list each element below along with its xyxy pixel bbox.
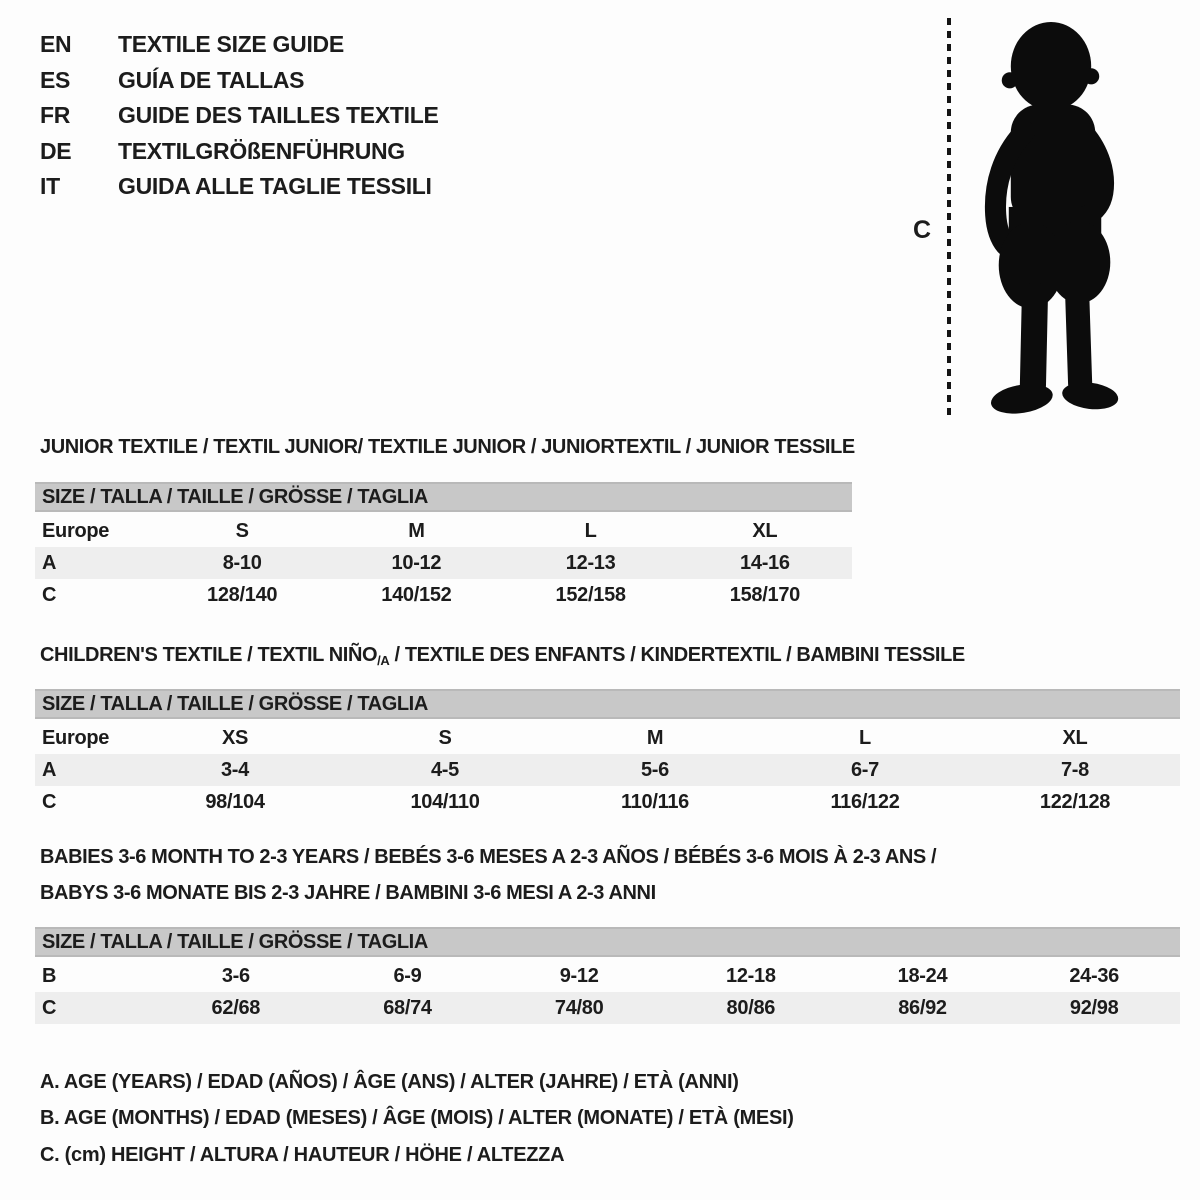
table-row: [35, 547, 852, 579]
size-cell: 92/98: [1069, 996, 1119, 1019]
table-row: [35, 754, 1180, 786]
size-cell: 68/74: [383, 996, 432, 1019]
toddler-silhouette-icon: [966, 16, 1138, 418]
size-cell: M: [646, 726, 664, 749]
row-label: Europe: [42, 726, 110, 749]
children-title-rest: / TEXTILE DES ENFANTS / KINDERTEXTIL / BAMBINI TESSILE: [389, 644, 965, 666]
language-code: EN: [40, 31, 72, 58]
language-title: GUIDE DES TAILLES TEXTILE: [118, 102, 439, 129]
row-label: C: [42, 996, 57, 1019]
babies-size-table: [35, 927, 1180, 1024]
language-title: GUÍA DE TALLAS: [118, 66, 305, 93]
size-header-bar: SIZE / TALLA / TAILLE / GRÖSSE / TAGLIA: [35, 927, 1180, 957]
size-cell: 86/92: [898, 996, 947, 1019]
row-label: B: [42, 964, 57, 987]
size-cell: 104/110: [410, 790, 480, 813]
row-label: A: [42, 758, 57, 781]
size-cell: XS: [221, 726, 249, 749]
size-cell: 152/158: [555, 583, 626, 606]
size-cell: 14-16: [740, 551, 790, 574]
size-cell: 3-6: [221, 964, 250, 987]
language-title: GUIDA ALLE TAGLIE TESSILI: [118, 173, 432, 200]
row-label: Europe: [42, 519, 110, 542]
legend-line-a: A. AGE (YEARS) / EDAD (AÑOS) / ÂGE (ANS) / ALTER (JAHRE) / ETÀ (ANNI): [40, 1070, 739, 1093]
language-row-it: [40, 169, 439, 205]
size-cell: 9-12: [559, 964, 599, 987]
row-label: C: [42, 790, 57, 813]
size-cell: 80/86: [726, 996, 776, 1019]
size-cell: 8-10: [222, 551, 262, 574]
language-code: DE: [40, 137, 72, 164]
size-cell: XL: [752, 519, 778, 542]
legend-line-c: C. (cm) HEIGHT / ALTURA / HAUTEUR / HÖHE / ALTEZZA: [40, 1143, 565, 1166]
language-code: FR: [40, 102, 71, 129]
table-row: [35, 960, 1180, 992]
language-title: TEXTILE SIZE GUIDE: [118, 31, 344, 58]
table-row: [35, 579, 852, 611]
size-cell: 116/122: [830, 790, 900, 813]
row-label: C: [42, 583, 57, 606]
junior-table-title: JUNIOR TEXTILE / TEXTIL JUNIOR/ TEXTILE JUNIOR / JUNIORTEXTIL / JUNIOR TESSILE: [40, 436, 855, 458]
size-cell: 3-4: [220, 758, 249, 781]
size-cell: M: [408, 519, 425, 542]
language-row-es: [40, 63, 439, 99]
size-cell: 110/116: [621, 790, 689, 813]
size-cell: 24-36: [1069, 964, 1119, 987]
size-cell: 7-8: [1060, 758, 1089, 781]
language-code: ES: [40, 66, 71, 93]
junior-size-table: [35, 482, 852, 611]
children-title-sub: /A: [377, 653, 390, 668]
size-cell: 12-18: [726, 964, 776, 987]
height-dashed-line: [947, 18, 951, 417]
size-cell: 122/128: [1039, 790, 1111, 813]
size-cell: 128/140: [207, 583, 278, 606]
size-cell: L: [859, 726, 871, 749]
size-header-bar: SIZE / TALLA / TAILLE / GRÖSSE / TAGLIA: [35, 689, 1180, 719]
size-cell: 18-24: [897, 964, 948, 987]
table-row: [35, 786, 1180, 818]
language-code: IT: [40, 173, 60, 200]
babies-table-title-line1: BABIES 3-6 MONTH TO 2-3 YEARS / BEBÉS 3-6 MESES A 2-3 AÑOS / BÉBÉS 3-6 MOIS À 2-3 ANS /: [40, 846, 937, 868]
size-cell: 140/152: [381, 583, 452, 606]
table-row: [35, 515, 852, 547]
size-cell: 74/80: [554, 996, 604, 1019]
size-cell: 98/104: [205, 790, 265, 813]
legend-line-b: B. AGE (MONTHS) / EDAD (MESES) / ÂGE (MOIS) / ALTER (MONATE) / ETÀ (MESI): [40, 1107, 794, 1130]
children-size-table: [35, 689, 1180, 818]
size-cell: L: [584, 519, 597, 542]
measure-legend: [40, 1064, 794, 1174]
size-header-bar: SIZE / TALLA / TAILLE / GRÖSSE / TAGLIA: [35, 482, 852, 512]
size-cell: 10-12: [391, 551, 442, 574]
height-measure-label: C: [913, 216, 932, 244]
language-row-de: [40, 134, 439, 170]
size-cell: S: [235, 519, 249, 542]
size-cell: 6-7: [850, 758, 879, 781]
language-title-list: [40, 27, 439, 205]
table-row: [35, 722, 1180, 754]
size-cell: 4-5: [430, 758, 459, 781]
children-table-title: [40, 644, 965, 668]
size-cell: 5-6: [640, 758, 669, 781]
size-cell: 12-13: [565, 551, 616, 574]
language-row-fr: [40, 98, 439, 134]
size-cell: 158/170: [729, 583, 800, 606]
children-title-main: CHILDREN'S TEXTILE / TEXTIL NIÑO: [40, 644, 378, 666]
row-label: A: [42, 551, 57, 574]
size-cell: XL: [1062, 726, 1088, 749]
table-row: [35, 992, 1180, 1024]
babies-table-title-line2: BABYS 3-6 MONATE BIS 2-3 JAHRE / BAMBINI 3-6 MESI A 2-3 ANNI: [40, 882, 656, 904]
language-row-en: [40, 27, 439, 63]
size-cell: S: [438, 726, 452, 749]
size-cell: 62/68: [211, 996, 261, 1019]
language-title: TEXTILGRÖßENFÜHRUNG: [118, 137, 405, 164]
size-cell: 6-9: [393, 964, 422, 987]
